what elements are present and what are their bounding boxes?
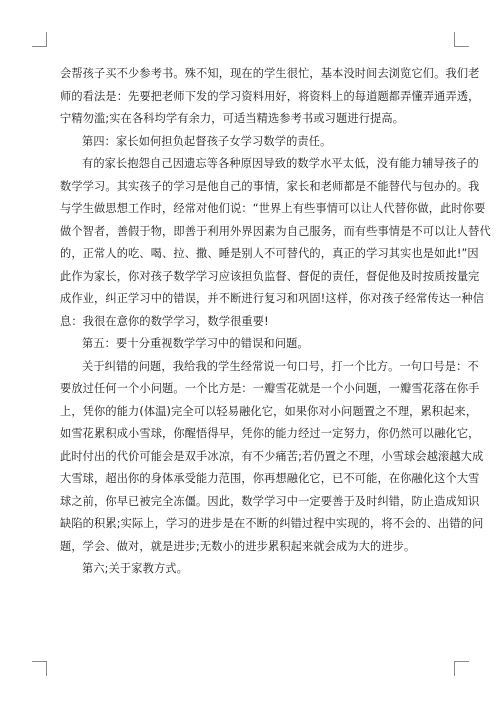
page-corner-mark-top-left <box>32 32 47 47</box>
text-line: 与学生做思想工作时，经常对他们说：“世界上有些事情可以让人代替你做，此时你要 <box>60 202 486 215</box>
text-line: 的，正常人的吃、喝、拉、撒、睡是别人不可替代的，真正的学习其实也是如此!”因 <box>60 247 479 260</box>
text-line: 息：我很在意你的数学学习，数学很重要! <box>60 314 269 328</box>
text-line: 缺陷的积累;实际上，学习的进步是在不断的纠错过程中实现的，将不会的、出错的问 <box>60 517 484 530</box>
text-line: 师的看法是：先要把老师下发的学习资料用好，将资料上的每道题都弄懂弄通弄透， <box>60 89 480 103</box>
text-line: 做个智者，善假于物，即善于利用外界因素为自己服务，而有些事情是不可以让人替代 <box>60 224 491 238</box>
paragraph <box>60 558 442 581</box>
text-line: 球之前，你早已被完全冻僵。因此，数学学习中一定要善于及时纠错，防止造成知识 <box>60 494 480 508</box>
page-corner-mark-bottom-right <box>454 661 469 676</box>
text-line: 关于纠错的问题，我给我的学生经常说一句口号，打一个比方。一句口号是：不 <box>82 359 479 373</box>
paragraph <box>60 333 442 356</box>
paragraph <box>60 356 484 559</box>
paragraph <box>60 63 480 131</box>
paragraph <box>60 131 442 154</box>
text-line: 第四：家长如何担负起督孩子女学习数学的责任。 <box>82 134 332 148</box>
text-line: 题，学会、做对，就是进步;无数小的进步累积起来就会成为大的进步。 <box>60 539 416 553</box>
text-line: 大雪球，超出你的身体承受能力范围，你再想融化它，已不可能，在你融化这个大雪 <box>60 472 480 485</box>
text-line: 此时付出的代价可能会是双手冰凉，有不少痛苦;若仍置之不理，小雪球会越滚越大成 <box>60 449 484 463</box>
page-corner-mark-bottom-left <box>32 661 47 676</box>
text-line: 宁精勿滥;实在各科均学有余力，可适当精选参考书或习题进行提高。 <box>60 112 405 125</box>
text-line: 上，凭你的能力(体温)完全可以轻易融化它，如果你对小问题置之不理，累积起来， <box>60 404 478 418</box>
text-line: 此作为家长，你对孩子数学学习应该担负监督、督促的责任，督促他及时按质按量完 <box>60 269 480 283</box>
text-line: 会帮孩子买不少参考书。殊不知，现在的学生很忙，基本没时间去浏览它们。我们老 <box>60 67 480 80</box>
document-body <box>60 63 491 581</box>
paragraph <box>60 153 491 333</box>
text-line: 如雪花累积成小雪球，你醒悟得早，凭你的能力经过一定努力，你仍然可以融化它， <box>60 427 480 440</box>
text-line: 成作业，纠正学习中的错误，并不断进行复习和巩固!这样，你对孩子经常传达一种信 <box>60 292 485 305</box>
text-line: 第五：要十分重视数学学习中的错误和问题。 <box>82 337 309 350</box>
page-corner-mark-top-right <box>454 32 469 47</box>
text-line: 第六;关于家教方式。 <box>82 562 188 575</box>
text-line: 有的家长抱怨自己因遗忘等各种原因导致的数学水平太低，没有能力辅导孩子的 <box>82 157 479 170</box>
text-line: 要放过任何一个小问题。一个比方是：一瓣雪花就是一个小问题，一瓣雪花落在你手 <box>60 382 480 395</box>
text-line: 数学学习。其实孩子的学习是他自己的事情，家长和老师都是不能替代与包办的。我 <box>60 179 480 193</box>
